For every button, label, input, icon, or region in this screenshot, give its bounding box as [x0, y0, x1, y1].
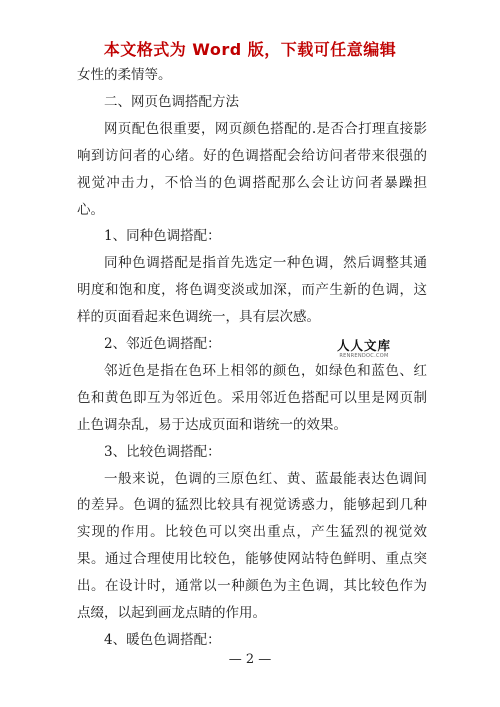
watermark-name: 人人文库 [336, 338, 391, 353]
paragraph-first-line: 邻近色是指在色环上相邻的颜色，如绿色和蓝色、红 [104, 362, 427, 379]
body-line: 的差异。色调的猛烈比较具有视觉诱惑力，能够起到几种 [77, 497, 427, 514]
subsection-heading: 2、邻近色调搭配： [104, 336, 221, 352]
body-line: 实现的作用。比较色可以突出重点，产生猛烈的视觉效 [77, 524, 427, 541]
paragraph-first-line: 一般来说，色调的三原色红、黄、蓝最能表达色调间 [104, 470, 427, 487]
page-number: — 2 — [228, 652, 272, 667]
paragraph-first-line: 同种色调搭配是指首先选定一种色调，然后调整其通 [104, 255, 427, 272]
body-line: 色和黄色即互为邻近色。采用邻近色搭配可以里是网页制 [77, 389, 427, 406]
body-line: 明度和饱和度，将色调变淡或加深，而产生新的色调，这 [77, 282, 427, 299]
subsection-heading: 4、暖色色调搭配： [104, 631, 221, 648]
body-line: 视觉冲击力，不恰当的色调搭配那么会让访问者暴躁担 [77, 174, 427, 191]
body-line: 样的页面看起来色调统一，具有层次感。 [77, 309, 320, 326]
subsection-heading: 3、比较色调搭配： [104, 443, 221, 460]
body-line: 女性的柔情等。 [77, 67, 172, 83]
body-line: 点缀，以起到画龙点睛的作用。 [77, 605, 266, 621]
subsection-heading: 1、同种色调搭配： [104, 228, 221, 245]
body-line: 出。在设计时，通常以一种颜色为主色调，其比较色作为 [77, 578, 427, 595]
paragraph-first-line: 网页配色很重要，网页颜色搭配的.是否合打理直接影 [104, 120, 427, 137]
body-line: 心。 [77, 201, 104, 218]
document-header-title: 本文格式为 Word 版，下载可任意编辑 [103, 40, 397, 59]
body-line: 止色调杂乱，易于达成页面和谐统一的效果。 [77, 416, 347, 433]
watermark-url: RENRENDOC.COM [339, 353, 389, 359]
body-line: 响到访问者的心绪。好的色调搭配会给访问者带来很强的 [77, 147, 427, 164]
body-line: 果。通过合理使用比较色，能够使网站特色鲜明、重点突 [77, 551, 427, 568]
section-heading: 二、网页色调搭配方法 [104, 93, 239, 110]
